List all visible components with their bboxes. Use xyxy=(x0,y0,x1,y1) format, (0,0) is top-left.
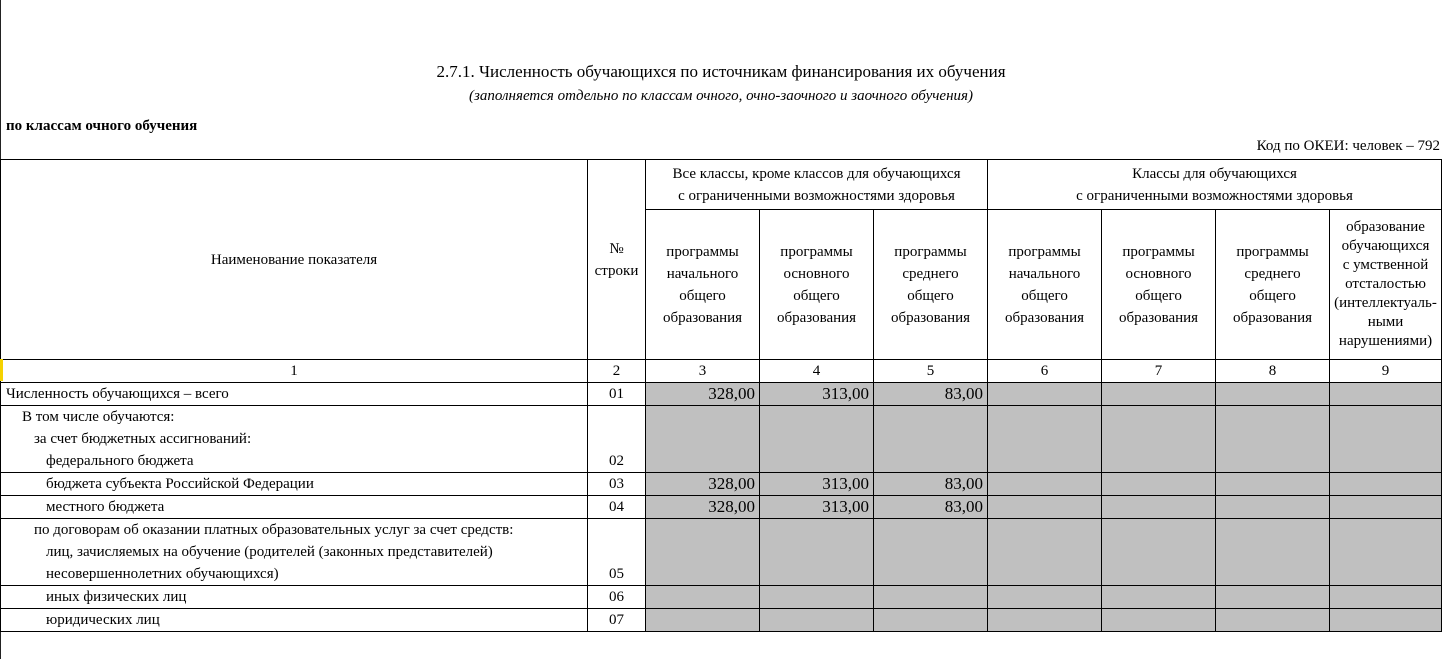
data-cell-col-4: 313,00 xyxy=(760,383,874,406)
data-cell-col-5 xyxy=(874,609,988,632)
table-row xyxy=(1,609,1442,632)
data-cell-col-6 xyxy=(988,383,1102,406)
header-program-line: среднего xyxy=(902,265,959,282)
column-number: 8 xyxy=(1216,360,1330,383)
indicator-name xyxy=(1,519,588,586)
header-program-6 xyxy=(988,210,1102,360)
header-group-line: с ограниченными возможностями здоровья xyxy=(1076,187,1353,204)
data-cell-col-9 xyxy=(1330,586,1442,609)
indicator-line: иных физических лиц xyxy=(46,589,187,605)
data-cell-col-5 xyxy=(874,406,988,473)
header-program-7 xyxy=(1102,210,1216,360)
data-cell-col-3 xyxy=(646,406,760,473)
header-program-line: начального xyxy=(1008,265,1081,282)
header-program-3 xyxy=(646,210,760,360)
data-cell-col-9 xyxy=(1330,519,1442,586)
column-number: 4 xyxy=(760,360,874,383)
indicator-line: по договорам об оказании платных образовательных услуг за счет средств: xyxy=(34,522,514,538)
table-row xyxy=(1,519,1442,586)
data-cell-col-3 xyxy=(646,519,760,586)
data-cell-col-6 xyxy=(988,519,1102,586)
column-number: 3 xyxy=(646,360,760,383)
data-cell-col-6 xyxy=(988,473,1102,496)
table-row xyxy=(1,473,1442,496)
data-cell-col-7 xyxy=(1102,406,1216,473)
indicator-line: лиц, зачисляемых на обучение (родителей (законных представителей) xyxy=(46,544,493,560)
row-code: 01 xyxy=(588,383,646,406)
header-program-line: образование xyxy=(1346,219,1425,235)
data-cell-col-3: 328,00 xyxy=(646,383,760,406)
page-subtitle: (заполняется отдельно по классам очного, очно-заочного и заочного обучения) xyxy=(469,88,973,104)
indicator-name xyxy=(1,383,588,406)
column-number: 1 xyxy=(1,360,588,383)
section-label: по классам очного обучения xyxy=(6,118,198,134)
table-row xyxy=(1,586,1442,609)
data-cell-col-8 xyxy=(1216,473,1330,496)
indicator-line: бюджета субъекта Российской Федерации xyxy=(46,476,314,492)
header-program-line: программы xyxy=(1236,243,1309,260)
header-program-line: обучающихся xyxy=(1341,238,1430,254)
data-cell-col-8 xyxy=(1216,496,1330,519)
header-program-line: образования xyxy=(1118,309,1199,326)
header-program-line: программы xyxy=(1122,243,1195,260)
data-cell-col-7 xyxy=(1102,609,1216,632)
header-program-line: программы xyxy=(894,243,967,260)
indicator-name xyxy=(1,406,588,473)
header-program-line: общего xyxy=(679,287,726,304)
indicator-line: федерального бюджета xyxy=(46,453,194,469)
header-program-line: общего xyxy=(907,287,954,304)
row-code: 03 xyxy=(588,473,646,496)
indicator-line: несовершеннолетних обучающихся) xyxy=(46,566,279,582)
header-program-line: основного xyxy=(783,265,850,282)
indicator-name xyxy=(1,496,588,519)
data-cell-col-3: 328,00 xyxy=(646,473,760,496)
page-title: 2.7.1. Численность обучающихся по источникам финансирования их обучения xyxy=(436,62,1006,81)
header-program-line: образования xyxy=(662,309,743,326)
indicator-name xyxy=(1,586,588,609)
header-program-line: образования xyxy=(890,309,971,326)
data-cell-col-4: 313,00 xyxy=(760,473,874,496)
data-cell-col-9 xyxy=(1330,496,1442,519)
data-cell-col-8 xyxy=(1216,609,1330,632)
header-row-number-line: строки xyxy=(594,262,639,279)
column-number: 9 xyxy=(1330,360,1442,383)
data-cell-col-3 xyxy=(646,586,760,609)
data-cell-col-6 xyxy=(988,406,1102,473)
statistics-table xyxy=(0,159,1442,632)
data-cell-col-7 xyxy=(1102,519,1216,586)
data-cell-col-4: 313,00 xyxy=(760,496,874,519)
indicator-line: юридических лиц xyxy=(46,612,160,628)
header-program-line: начального xyxy=(666,265,739,282)
data-cell-col-7 xyxy=(1102,473,1216,496)
indicator-line: Численность обучающихся – всего xyxy=(6,386,229,402)
data-cell-col-6 xyxy=(988,496,1102,519)
header-program-line: основного xyxy=(1125,265,1192,282)
row-code: 04 xyxy=(588,496,646,519)
header-program-line: образования xyxy=(776,309,857,326)
data-cell-col-8 xyxy=(1216,383,1330,406)
header-program-line: программы xyxy=(1008,243,1081,260)
okei-code: Код по ОКЕИ: человек – 792 xyxy=(1256,138,1440,154)
data-cell-col-7 xyxy=(1102,496,1216,519)
data-cell-col-9 xyxy=(1330,473,1442,496)
indicator-line: за счет бюджетных ассигнований: xyxy=(34,431,252,447)
column-number: 5 xyxy=(874,360,988,383)
data-cell-col-9 xyxy=(1330,406,1442,473)
header-indicator-name: Наименование показателя xyxy=(1,160,588,360)
header-program-9 xyxy=(1330,210,1442,360)
header-program-line: общего xyxy=(1249,287,1296,304)
header-program-4 xyxy=(760,210,874,360)
data-cell-col-5: 83,00 xyxy=(874,383,988,406)
header-group-line: Все классы, кроме классов для обучающихся xyxy=(672,165,961,182)
column-number: 2 xyxy=(588,360,646,383)
header-group-line: Классы для обучающихся xyxy=(1132,165,1297,182)
header-row-number-line: № xyxy=(609,240,624,257)
data-cell-col-6 xyxy=(988,586,1102,609)
row-code: 05 xyxy=(588,519,646,586)
header-group-line: с ограниченными возможностями здоровья xyxy=(678,187,955,204)
header-program-line: программы xyxy=(666,243,739,260)
table-row xyxy=(1,383,1442,406)
header-program-line: с умственной xyxy=(1342,257,1429,273)
header-program-line: программы xyxy=(780,243,853,260)
table-row xyxy=(1,406,1442,473)
data-cell-col-5 xyxy=(874,519,988,586)
header-program-line: среднего xyxy=(1244,265,1301,282)
data-cell-col-4 xyxy=(760,609,874,632)
indicator-name xyxy=(1,609,588,632)
data-cell-col-4 xyxy=(760,586,874,609)
header-program-line: образования xyxy=(1004,309,1085,326)
data-cell-col-9 xyxy=(1330,609,1442,632)
data-cell-col-8 xyxy=(1216,406,1330,473)
row-code: 07 xyxy=(588,609,646,632)
data-cell-col-6 xyxy=(988,609,1102,632)
header-program-line: общего xyxy=(1135,287,1182,304)
column-number: 6 xyxy=(988,360,1102,383)
indicator-line: В том числе обучаются: xyxy=(22,409,175,425)
data-cell-col-3 xyxy=(646,609,760,632)
header-program-line: отсталостью xyxy=(1345,276,1426,292)
indicator-line: местного бюджета xyxy=(46,499,165,515)
header-program-line: образования xyxy=(1232,309,1313,326)
column-numbers-row xyxy=(1,360,1442,383)
header-group-general xyxy=(646,160,988,210)
data-cell-col-7 xyxy=(1102,383,1216,406)
header-program-line: (интеллектуаль- xyxy=(1334,295,1437,311)
table-row xyxy=(1,496,1442,519)
data-cell-col-5: 83,00 xyxy=(874,496,988,519)
row-marker xyxy=(0,359,3,381)
data-cell-col-8 xyxy=(1216,586,1330,609)
data-cell-col-8 xyxy=(1216,519,1330,586)
header-program-8 xyxy=(1216,210,1330,360)
data-cell-col-4 xyxy=(760,519,874,586)
data-cell-col-3: 328,00 xyxy=(646,496,760,519)
row-code: 02 xyxy=(588,406,646,473)
header-row-number xyxy=(588,160,646,360)
data-cell-col-5 xyxy=(874,586,988,609)
header-program-line: общего xyxy=(1021,287,1068,304)
header-group-special xyxy=(988,160,1442,210)
indicator-name xyxy=(1,473,588,496)
header-row-groups xyxy=(1,160,1442,210)
data-cell-col-4 xyxy=(760,406,874,473)
column-number: 7 xyxy=(1102,360,1216,383)
header-program-line: ными xyxy=(1367,314,1404,330)
data-cell-col-5: 83,00 xyxy=(874,473,988,496)
header-program-line: нарушениями) xyxy=(1338,333,1433,349)
row-code: 06 xyxy=(588,586,646,609)
data-cell-col-9 xyxy=(1330,383,1442,406)
header-program-5 xyxy=(874,210,988,360)
header-program-line: общего xyxy=(793,287,840,304)
data-cell-col-7 xyxy=(1102,586,1216,609)
